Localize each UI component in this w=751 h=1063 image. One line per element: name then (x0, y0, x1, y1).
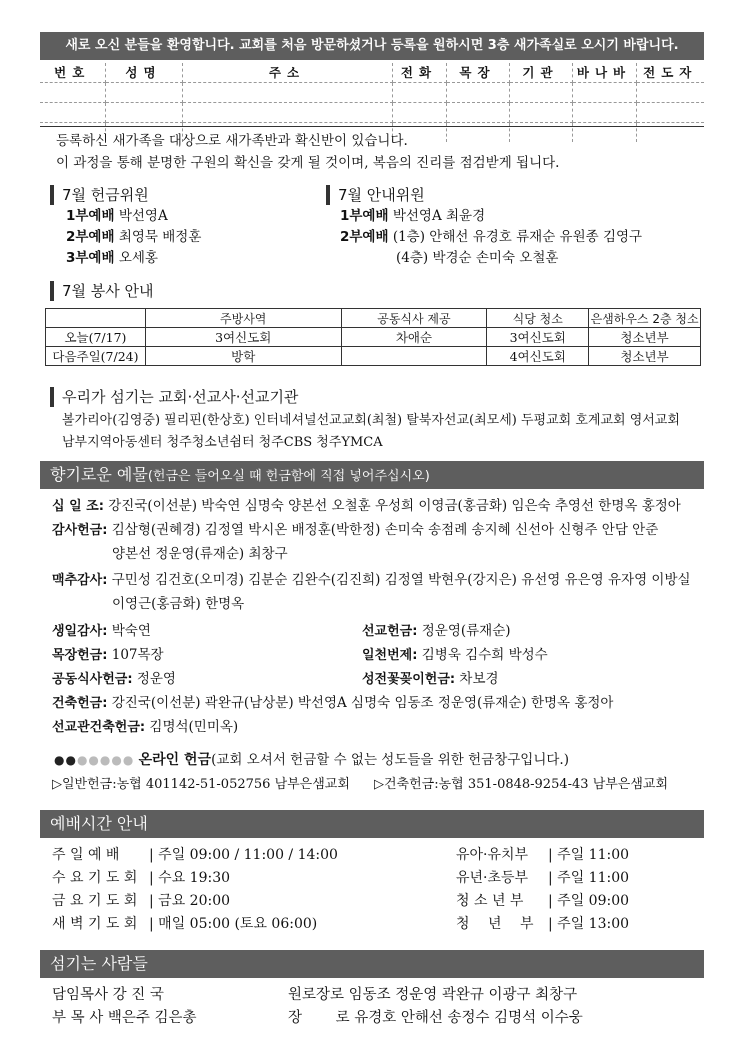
usher-committee-row: 1부예배 박선영A 최윤경 (340, 208, 486, 224)
usher-committee-row: (4층) 박경순 손미숙 오철훈 (396, 250, 559, 266)
worship-right (456, 844, 629, 936)
col-evangelist: 전도자 (636, 63, 704, 82)
offering-committee-title: 7월 헌금위원 (50, 185, 149, 205)
worship-item: 새 벽 기 도 회 | 매일 05:00 (토요 06:00) (52, 916, 318, 932)
maekchu-line-2: 이영근(홍금화) 한명옥 (112, 596, 245, 612)
service-table-header: 주방사역 공동식사 제공 식당 청소 은샘하우스 2층 청소 (46, 309, 701, 328)
welcome-note-1: 등록하신 새가족을 대상으로 새가족반과 확신반이 있습니다. (56, 133, 408, 149)
thanks-line-2: 양본선 정운영(류재순) 최창구 (112, 546, 288, 562)
worship-left (52, 844, 338, 936)
offering-committee-row: 3부예배 오세홍 (66, 250, 158, 266)
birthday-line: 생일감사: 박숙연 (52, 623, 151, 639)
worship-item: 청 소 년 부 | 주일 09:00 (456, 893, 630, 909)
usher-committee-title: 7월 안내위원 (326, 185, 425, 205)
missions-line-1: 볼가리아(김영중) 필리핀(한상호) 인터네셔널선교교회(최철) 탈북자선교(최모세) 두평교회 호계교회 영서교회 (62, 413, 680, 428)
honorary-elders: 원로장로 임동조 정운영 곽완규 이광구 최창구 (288, 987, 578, 1003)
building-offering-line: 건축헌금: 강진국(이선분) 곽완규(남상분) 박선영A 심명숙 임동조 정운영(류재순) 한명옥 홍정아 (52, 695, 614, 711)
online-building-account: ▷건축헌금:농협 351-0848-9254-43 남부은샘교회 (374, 777, 669, 792)
col-name: 성명 (105, 63, 182, 82)
service-table (45, 308, 701, 366)
col-number: 번호 (40, 63, 105, 82)
senior-pastor: 담임목사 강 진 국 (52, 987, 164, 1003)
worship-item: 청 년 부 | 주일 13:00 (456, 916, 630, 932)
offering-committee-row: 2부예배 최영묵 배정훈 (66, 229, 202, 245)
worship-item: 금 요 기 도 회 | 금요 20:00 (52, 893, 231, 909)
service-row: 다음주일(7/24) 방학 4여신도회 청소년부 (46, 347, 701, 366)
col-phone: 전화 (392, 63, 446, 82)
welcome-banner: 새로 오신 분들을 환영합니다. 교회를 처음 방문하셨거나 등록을 원하시면 3층 새가족실로 오시기 바랍니다. (40, 32, 704, 60)
worship-item: 유년·초등부 | 주일 11:00 (456, 870, 630, 886)
worship-item: 주 일 예 배 | 주일 09:00 / 11:00 / 14:00 (52, 847, 338, 863)
offerings-header: 향기로운 예물(헌금은 들어오실 때 헌금함에 직접 넣어주십시오) (40, 461, 704, 489)
visitor-table-header (40, 63, 704, 82)
worship-item: 수 요 기 도 회 | 수요 19:30 (52, 870, 231, 886)
col-address: 주소 (182, 63, 392, 82)
dots-icon: ●●●●●●● (54, 753, 135, 767)
mission-building-line: 선교관건축헌금: 김명석(민미옥) (52, 719, 239, 735)
maekchu-line: 맥추감사: 구민성 김건호(오미경) 김분순 김완수(김진희) 김정열 박현우(강지은) 유선영 유은영 유자영 이방실 (52, 572, 691, 588)
visitor-row[interactable] (40, 82, 704, 102)
worship-item: 유아·유치부 | 주일 11:00 (456, 847, 630, 863)
thanks-line: 감사헌금: 김삼형(권혜경) 김정열 박시온 배정훈(박한정) 손미숙 송점례 송지혜 신선아 신형주 안담 안준 (52, 522, 659, 538)
col-mokjang: 목장 (446, 63, 509, 82)
missions-line-2: 남부지역아동센터 청주청소년쉼터 청주CBS 청주YMCA (62, 435, 383, 450)
offering-committee-row: 1부예배 박선영A (66, 208, 168, 224)
col-org: 기관 (509, 63, 572, 82)
ilcheon-line: 일천번제: 김병욱 김수희 박성수 (362, 647, 548, 663)
online-general-account: ▷일반헌금:농협 401142-51-052756 남부은샘교회 (52, 777, 350, 792)
col-barnabas: 바나바 (572, 63, 636, 82)
usher-committee-row: 2부예배 (1층) 안해선 유경호 류재순 유원종 김영구 (340, 229, 643, 245)
online-offering-line: ●●●●●●● 온라인 헌금(교회 오셔서 헌금할 수 없는 성도들을 위한 헌금창구입니다.) (54, 752, 569, 768)
tithe-line: 십 일 조: 강진국(이선분) 박숙연 심명숙 양본선 오철훈 우성희 이영금(홍금화) 임은숙 추영선 한명옥 홍정아 (52, 498, 681, 514)
flower-offering-line: 성전꽃꽂이헌금: 차보경 (362, 671, 499, 687)
service-row: 오늘(7/17) 3여신도회 차애순 3여신도회 청소년부 (46, 328, 701, 347)
mokjang-line: 목장헌금: 107목장 (52, 647, 164, 663)
mission-offering-line: 선교헌금: 정운영(류재순) (362, 623, 511, 639)
missions-title: 우리가 섬기는 교회·선교사·선교기관 (50, 387, 298, 407)
service-title: 7월 봉사 안내 (50, 281, 154, 301)
visitor-row[interactable] (40, 102, 704, 122)
associate-pastors: 부 목 사 백은주 김은총 (52, 1010, 197, 1026)
staff-header: 섬기는 사람들 (40, 950, 704, 978)
worship-header: 예배시간 안내 (40, 810, 704, 838)
welcome-note-2: 이 과정을 통해 분명한 구원의 확신을 갖게 될 것이며, 복음의 진리를 점검받게 됩니다. (56, 155, 560, 171)
meal-offering-line: 공동식사헌금: 정운영 (52, 671, 176, 687)
elders: 장 로 유경호 안해선 송정수 김명석 이수웅 (288, 1010, 583, 1026)
